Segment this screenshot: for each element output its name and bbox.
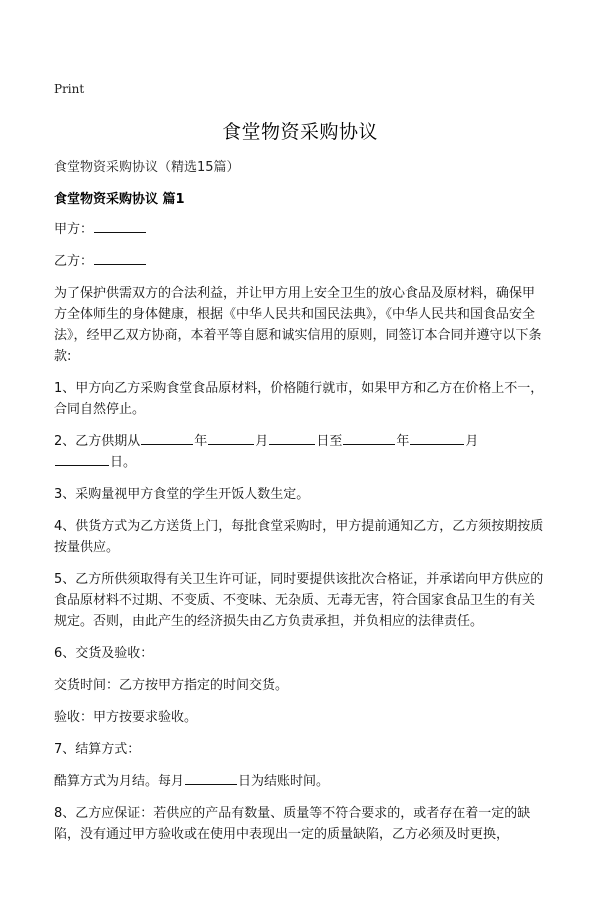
clause-1: 1、甲方向乙方采购食堂食品原材料，价格随行就市，如果甲方和乙方在价格上不一，合同自然停止。 [54, 381, 544, 417]
party-a-line [54, 219, 546, 240]
settlement-start: 酷算方式为月结。每月 [54, 774, 185, 789]
end-year-blank [343, 431, 395, 445]
settlement-end: 日为结账时间。 [238, 774, 330, 789]
end-month-blank [410, 431, 464, 445]
clause-2 [54, 431, 546, 473]
clause-6: 6、交货及验收： [54, 646, 154, 661]
acceptance: 验收：甲方按要求验收。 [54, 710, 198, 725]
section-heading: 食堂物资采购协议 篇1 [54, 192, 185, 207]
document-title: 食堂物资采购协议 [221, 121, 378, 143]
year-label: 年 [194, 434, 208, 449]
clause-7: 7、结算方式： [54, 742, 141, 757]
party-a-label: 甲方： [54, 222, 94, 237]
party-b-line [54, 251, 546, 272]
party-a-blank [94, 219, 146, 233]
delivery-time: 交货时间：乙方按甲方指定的时间交货。 [54, 678, 289, 693]
party-b-label: 乙方： [54, 254, 94, 269]
day-to-label: 日至 [316, 434, 343, 449]
intro-paragraph: 为了保护供需双方的合法利益，并让甲方用上安全卫生的放心食品及原材料，确保甲方全体师生的身体健康，根据《中华人民共和国民法典》，《中华人民共和国食品安全法》，经甲乙双方协商，本着平等自愿和诚实信用的原则，同签订本合同并遵守以下条款: [54, 286, 542, 364]
document-body [54, 219, 546, 856]
end-day-blank [55, 452, 109, 466]
document-subtitle: 食堂物资采购协议（精选15篇） [54, 160, 240, 175]
clause-8: 8、乙方应保证：若供应的产品有数量、质量等不符合要求的，或者存在着一定的缺陷，没有通过甲方验收或在使用中表现出一定的质量缺陷，乙方必须及时更换， [54, 806, 531, 842]
start-day-blank [269, 431, 315, 445]
clause-2-start: 2、乙方供期从 [54, 434, 141, 449]
party-b-blank [94, 251, 146, 265]
start-month-blank [208, 431, 254, 445]
settlement-line [54, 771, 546, 792]
start-year-blank [141, 431, 193, 445]
settlement-day-blank [185, 771, 237, 785]
clause-3: 3、采购量视甲方食堂的学生开饭人数生定。 [54, 487, 310, 502]
print-label[interactable]: Print [54, 82, 85, 96]
year-label-2: 年 [396, 434, 410, 449]
month-label-2: 月 [465, 434, 479, 449]
month-label: 月 [255, 434, 269, 449]
clause-5: 5、乙方所供须取得有关卫生许可证，同时要提供该批次合格证，并承诺向甲方供应的食品原材料不过期、不变质、不变味、无杂质、无毒无害，符合国家食品卫生的有关规定。否则，由此产生的经济损失由乙方负责承担，并负相应的法律责任。 [54, 572, 544, 629]
clause-4: 4、供货方式为乙方送货上门，每批食堂采购时，甲方提前通知乙方，乙方须按期按质按量供应。 [54, 519, 544, 555]
day-end-label: 日。 [110, 455, 137, 470]
